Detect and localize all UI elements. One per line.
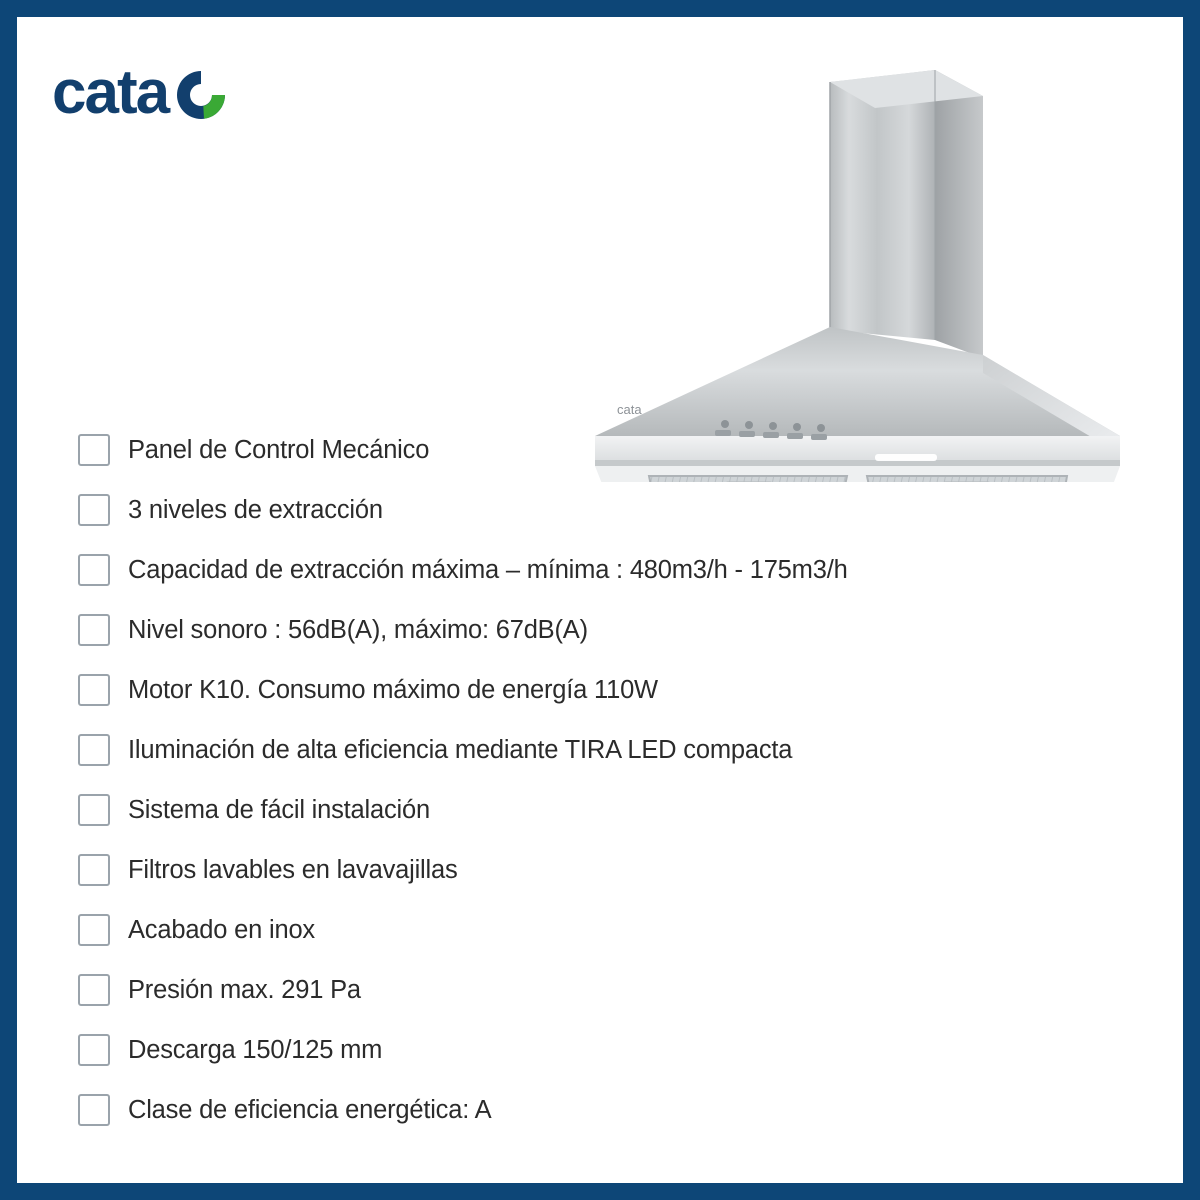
list-item: [78, 780, 1138, 840]
feature-label: Iluminación de alta eficiencia mediante TIRA LED compacta: [128, 735, 793, 764]
list-item: [78, 660, 1138, 720]
list-item: [78, 600, 1138, 660]
feature-label: Descarga 150/125 mm: [128, 1035, 383, 1064]
checkbox-empty-icon[interactable]: [78, 914, 110, 946]
cata-circle-logo-icon: [174, 68, 228, 122]
feature-label: Filtros lavables en lavavajillas: [128, 855, 458, 884]
checkbox-empty-icon[interactable]: [78, 1094, 110, 1126]
border-band-right: [1183, 0, 1200, 1200]
brand-name: cata: [52, 58, 169, 127]
feature-list: [78, 420, 1138, 1140]
feature-label: 3 niveles de extracción: [128, 495, 383, 524]
list-item: [78, 720, 1138, 780]
list-item: [78, 540, 1138, 600]
checkbox-empty-icon[interactable]: [78, 494, 110, 526]
border-band-left: [0, 0, 17, 1200]
checkbox-empty-icon[interactable]: [78, 554, 110, 586]
list-item: [78, 420, 1138, 480]
list-item: [78, 480, 1138, 540]
chimney-cooker-hood-illustration: [575, 62, 1135, 482]
list-item: [78, 1080, 1138, 1140]
feature-label: Nivel sonoro : 56dB(A), máximo: 67dB(A): [128, 615, 588, 644]
checkbox-empty-icon[interactable]: [78, 734, 110, 766]
checkbox-empty-icon[interactable]: [78, 614, 110, 646]
feature-label: Panel de Control Mecánico: [128, 435, 430, 464]
checkbox-empty-icon[interactable]: [78, 974, 110, 1006]
list-item: [78, 840, 1138, 900]
border-band-bottom: [0, 1183, 1200, 1200]
svg-text:cata: cata: [617, 402, 642, 417]
feature-label: Motor K10. Consumo máximo de energía 110W: [128, 675, 658, 704]
feature-label: Acabado en inox: [128, 915, 315, 944]
feature-label: Sistema de fácil instalación: [128, 795, 430, 824]
feature-label: Capacidad de extracción máxima – mínima : 480m3/h - 175m3/h: [128, 555, 848, 584]
checkbox-empty-icon[interactable]: [78, 854, 110, 886]
checkbox-empty-icon[interactable]: [78, 434, 110, 466]
checkbox-empty-icon[interactable]: [78, 674, 110, 706]
feature-label: Clase de eficiencia energética: A: [128, 1095, 492, 1124]
list-item: [78, 900, 1138, 960]
feature-label: Presión max. 291 Pa: [128, 975, 361, 1004]
border-band-top: [0, 0, 1200, 17]
list-item: [78, 960, 1138, 1020]
brand-logo: [52, 58, 228, 127]
checkbox-empty-icon[interactable]: [78, 1034, 110, 1066]
list-item: [78, 1020, 1138, 1080]
checkbox-empty-icon[interactable]: [78, 794, 110, 826]
